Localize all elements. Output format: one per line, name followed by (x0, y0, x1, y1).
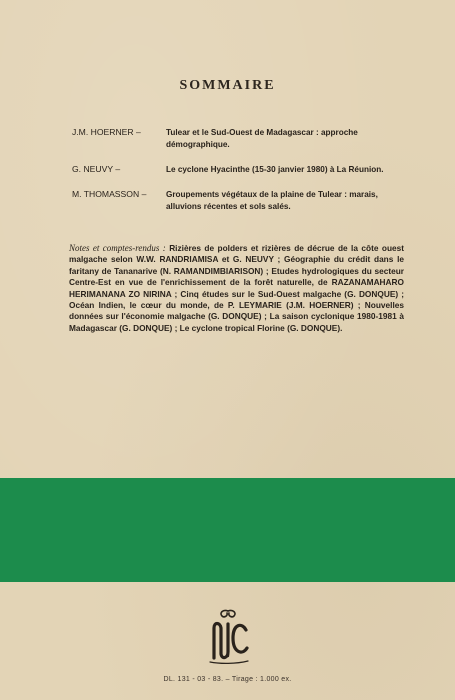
publisher-monogram-icon (200, 606, 256, 666)
sommaire-title: SOMMAIRE (179, 78, 276, 93)
toc-author: G. NEUVY – (72, 164, 121, 174)
legal-deposit-footer: DL. 131 - 03 - 83. – Tirage : 1.000 ex. (163, 676, 292, 683)
notes-label: Notes et comptes-rendus : (69, 243, 166, 253)
toc-author: J.M. HOERNER – (72, 127, 141, 137)
green-band (0, 478, 455, 582)
toc-article-title: Le cyclone Hyacinthe (15-30 janvier 1980) à La Réunion. (166, 165, 384, 174)
notes-section (69, 243, 404, 334)
notes-text: Rizières de polders et rizières de décrue de la côte ouest malgache selon W.W. RANDRIAMISA et G. NEUVY ; Géographie du crédit dans le faritany de Tananarive (N. RAMANDIMBIARISON) ; Etudes hydrologiques du secteur Centre-Est en vue de l'enrichissement de la forêt naturelle, de RAZANAMAHARO HERIMANANA ZO NIRINA ; Cinq études sur le Sud-Ouest malgache (G. DONQUE) ; Océan Indien, le cœur du monde, de P. LEYMARIE (J.M. HOERNER) ; Nouvelles données sur l'économie malgache (G. DONQUE) ; La saison cyclonique 1980-1981 à Madagascar (G. DONQUE) ; Le cyclone tropical Florine (G. DONQUE). (69, 243, 404, 333)
toc-author: M. THOMASSON – (72, 189, 147, 199)
toc-article-title: Tulear et le Sud-Ouest de Madagascar : approche démographique. (166, 128, 358, 149)
toc-article-title: Groupements végétaux de la plaine de Tulear : marais, alluvions récentes et sols salés. (166, 190, 378, 211)
